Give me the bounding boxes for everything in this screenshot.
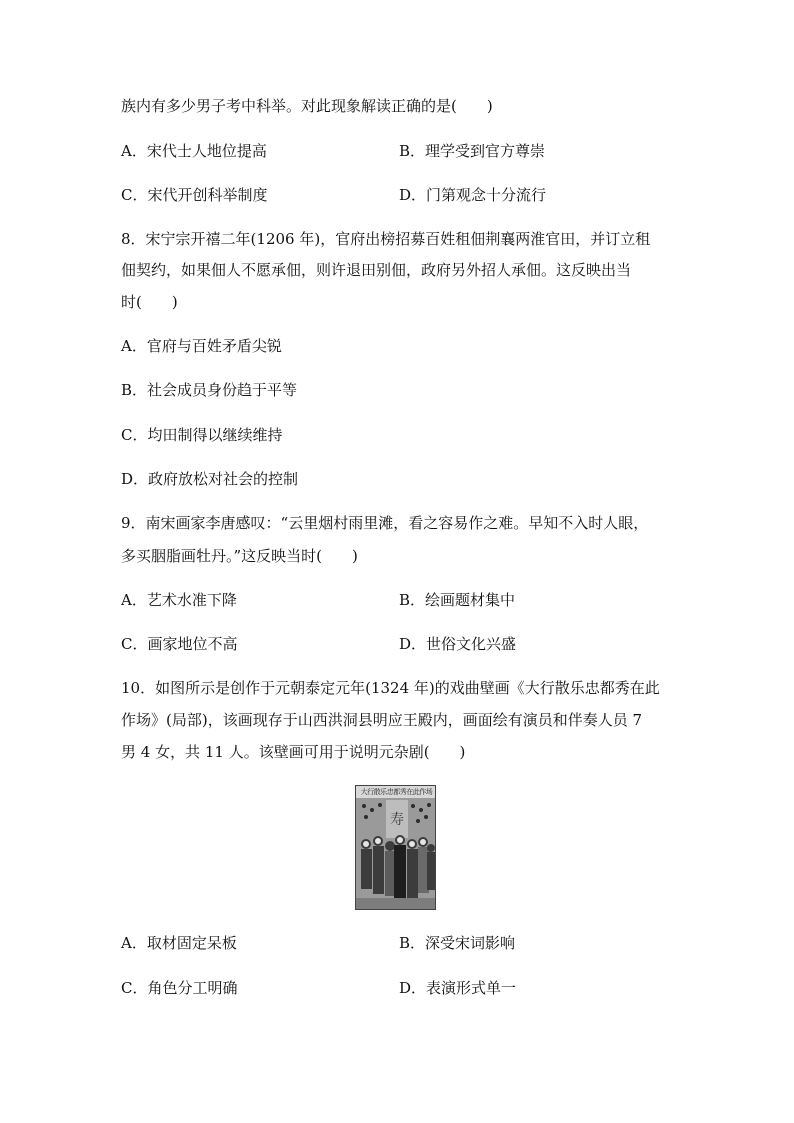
mural-banner-text: 大行散乐忠都秀在此作场 [360,788,433,796]
q8-stem-line-1: 8．宋宁宗开禧二年(1206 年)，官府出榜招募百姓租佃荆襄两淮官田，并订立租 [121,230,651,248]
q8-option-c[interactable]: C．均田制得以继续维持 [121,426,283,444]
q10-option-a[interactable]: A．取材固定呆板 [121,934,237,952]
q8-stem-line-3: 时( ) [121,293,178,311]
q7-option-d[interactable]: D．门第观念十分流行 [399,186,547,204]
q9-stem-line-1: 9．南宋画家李唐感叹：“云里烟村雨里滩，看之容易作之难。早知不入时人眼， [121,514,649,532]
svg-text:寿: 寿 [390,812,404,828]
q10-option-c[interactable]: C．角色分工明确 [121,979,238,997]
q8-stem-line-2: 佃契约，如果佃人不愿承佃，则许退田别佃，政府另外招人承佃。这反映出当 [121,261,632,279]
q7-option-c[interactable]: C．宋代开创科举制度 [121,186,268,204]
q10-stem-line-3: 男 4 女，共 11 人。该壁画可用于说明元杂剧( ) [121,743,466,761]
q9-stem-line-2: 多买胭脂画牡丹。”这反映当时( ) [121,547,358,565]
q10-stem-line-1: 10．如图所示是创作于元朝泰定元年(1324 年)的戏曲壁画《大行散乐忠都秀在此 [121,679,660,697]
q9-option-d[interactable]: D．世俗文化兴盛 [399,635,517,653]
q7-option-a[interactable]: A．宋代士人地位提高 [121,142,267,160]
q9-option-a[interactable]: A．艺术水准下降 [121,591,237,609]
q10-stem-line-2: 作场》(局部)，该画现存于山西洪洞县明应王殿内，画面绘有演员和伴奏人员 7 [121,711,643,729]
q8-option-b[interactable]: B．社会成员身份趋于平等 [121,381,298,399]
q9-option-b[interactable]: B．绘画题材集中 [399,591,516,609]
q7-stem-tail: 族内有多少男子考中科举。对此现象解读正确的是( ) [121,97,493,115]
q10-option-b[interactable]: B．深受宋词影响 [399,934,516,952]
q7-option-b[interactable]: B．理学受到官方尊崇 [399,142,546,160]
q9-option-c[interactable]: C．画家地位不高 [121,635,238,653]
q8-option-a[interactable]: A．官府与百姓矛盾尖锐 [121,337,282,355]
q10-option-d[interactable]: D．表演形式单一 [399,979,517,997]
q8-option-d[interactable]: D．政府放松对社会的控制 [121,470,299,488]
mural-image [355,785,436,910]
